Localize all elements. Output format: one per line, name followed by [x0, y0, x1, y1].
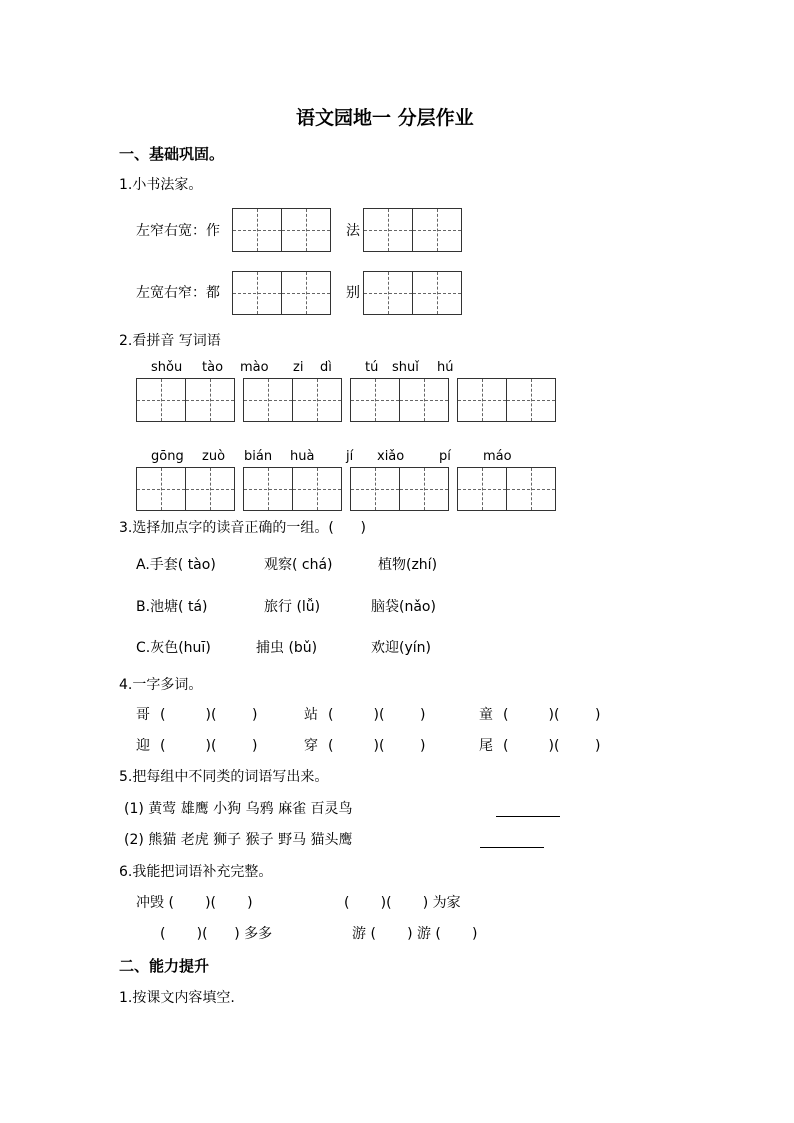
- char-ying: 迎: [136, 738, 150, 754]
- pinyin-label: máo: [483, 449, 512, 464]
- char-chuan: 穿: [304, 738, 318, 754]
- writing-grid[interactable]: [136, 467, 235, 511]
- option-b-item-2[interactable]: 旅行 (lǚ): [264, 599, 321, 615]
- q1-row1-prefix: 左窄右宽：作: [136, 223, 220, 239]
- option-c-item-1[interactable]: C.灰色(huī): [136, 640, 211, 656]
- section-heading-ability: 二、能力提升: [119, 957, 210, 975]
- answer-line[interactable]: [496, 815, 560, 817]
- option-b-item-3[interactable]: 脑袋(nǎo): [371, 599, 436, 615]
- writing-grid[interactable]: [457, 467, 556, 511]
- char-zhan: 站: [304, 707, 318, 723]
- writing-grid[interactable]: [350, 378, 449, 422]
- pinyin-label: zuò: [202, 449, 226, 464]
- pinyin-label: hú: [437, 360, 454, 375]
- option-b-item-1[interactable]: B.池塘( tá): [136, 599, 208, 615]
- option-c-item-2[interactable]: 捕虫 (bǔ): [256, 640, 318, 656]
- pinyin-label: xiǎo: [377, 449, 405, 464]
- question-3-label: 3.选择加点字的读音正确的一组。( ): [119, 520, 366, 536]
- writing-grid[interactable]: [350, 467, 449, 511]
- question-6-label: 6.我能把词语补充完整。: [119, 864, 273, 880]
- question-5-label: 5.把每组中不同类的词语写出来。: [119, 769, 329, 785]
- option-c-item-3[interactable]: 欢迎(yín): [371, 640, 431, 656]
- pinyin-label: dì: [320, 360, 332, 375]
- pinyin-label: mào: [240, 360, 269, 375]
- pinyin-label: tú: [365, 360, 379, 375]
- fill-blank[interactable]: ( )( ): [503, 738, 601, 754]
- char-wei: 尾: [479, 738, 493, 754]
- char-tong: 童: [479, 707, 493, 723]
- q6-row2-right[interactable]: 游 ( ) 游 ( ): [352, 926, 478, 942]
- writing-grid[interactable]: [457, 378, 556, 422]
- q6-row1-left[interactable]: 冲毁 ( )( ): [136, 895, 253, 911]
- q5-group-1: (1) 黄莺 雄鹰 小狗 乌鸦 麻雀 百灵鸟: [124, 801, 353, 817]
- answer-line[interactable]: [480, 846, 544, 848]
- pinyin-label: pí: [439, 449, 451, 464]
- writing-grid[interactable]: [136, 378, 235, 422]
- fill-blank[interactable]: ( )( ): [160, 707, 258, 723]
- char-ge: 哥: [136, 707, 150, 723]
- fill-blank[interactable]: ( )( ): [328, 738, 426, 754]
- pinyin-label: shǒu: [151, 360, 183, 375]
- q6-row1-right[interactable]: ( )( ) 为家: [344, 895, 461, 911]
- writing-grid[interactable]: [232, 208, 331, 252]
- section-heading-basic: 一、基础巩固。: [119, 145, 225, 163]
- writing-grid[interactable]: [363, 208, 462, 252]
- pinyin-label: zi: [293, 360, 304, 375]
- q6-row2-left[interactable]: ( )( ) 多多: [160, 926, 273, 942]
- question-7-label: 1.按课文内容填空.: [119, 990, 235, 1006]
- question-4-label: 4.一字多词。: [119, 677, 203, 693]
- writing-grid[interactable]: [243, 467, 342, 511]
- writing-grid[interactable]: [232, 271, 331, 315]
- pinyin-label: tào: [202, 360, 224, 375]
- page-title: 语文园地一 分层作业: [296, 107, 474, 129]
- pinyin-label: jí: [346, 449, 354, 464]
- pinyin-label: gōng: [151, 449, 184, 464]
- option-a-item-1[interactable]: A.手套( tào): [136, 557, 216, 573]
- q5-group-2: (2) 熊猫 老虎 狮子 猴子 野马 猫头鹰: [124, 832, 353, 848]
- pinyin-label: shuǐ: [392, 360, 419, 375]
- question-2-label: 2.看拼音 写词语: [119, 333, 221, 349]
- fill-blank[interactable]: ( )( ): [503, 707, 601, 723]
- q1-row2-second-char: 别: [346, 285, 360, 301]
- question-1-label: 1.小书法家。: [119, 177, 203, 193]
- q1-row2-prefix: 左宽右窄：都: [136, 285, 220, 301]
- option-a-item-3[interactable]: 植物(zhí): [378, 557, 438, 573]
- writing-grid[interactable]: [363, 271, 462, 315]
- fill-blank[interactable]: ( )( ): [160, 738, 258, 754]
- pinyin-label: huà: [290, 449, 315, 464]
- writing-grid[interactable]: [243, 378, 342, 422]
- fill-blank[interactable]: ( )( ): [328, 707, 426, 723]
- option-a-item-2[interactable]: 观察( chá): [264, 557, 333, 573]
- q1-row1-second-char: 法: [346, 223, 360, 239]
- pinyin-label: bián: [244, 449, 273, 464]
